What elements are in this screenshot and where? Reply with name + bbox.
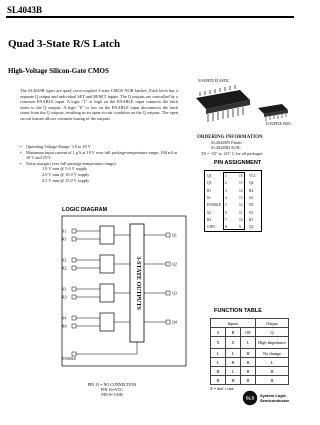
input-pin [72, 266, 76, 270]
col-header: R [226, 328, 241, 337]
sls-logo-icon [242, 390, 258, 406]
pin-number-right: 14 [239, 188, 243, 193]
pin-label-right: VCC [249, 174, 257, 178]
output-pin [166, 320, 170, 324]
pin-number-right: 16 [239, 174, 243, 178]
description-paragraph: The SL4043B types are quad cross-coupled 3-state CMOS NOR latches. Each latch has a separate Q output and individual SET and RESET inputs. The Q outputs are controlled by a common ENABLE input. A logic "1" or high on the ENABLE input connects the latch states to the Q outputs. A logic "0" or low on the ENABLE input disconnects the latch states from the Q outputs, resulting in an open circuit condition on the Q outputs. The open circuit feature allows common busing of the outputs. [20, 88, 178, 121]
pin-label-right: S4 [249, 195, 253, 200]
input-label: S3 [62, 286, 67, 292]
pin-number-left: 8 [225, 225, 227, 230]
logic-diagram-title: LOGIC DIAGRAM [62, 207, 108, 213]
table-cell: L [211, 349, 226, 358]
output-pin [166, 291, 170, 295]
package-images [188, 78, 298, 133]
noise-margin-item: 2.0 V min @ 10.0 V supply [42, 171, 90, 177]
latch-block [100, 226, 114, 244]
noise-margin-item: 1.0 V min @ 5.0 V supply [42, 166, 88, 172]
pin-assignment-title: PIN ASSIGNMENT [214, 160, 262, 166]
table-row [211, 358, 289, 367]
enable-label: ENABLE [62, 357, 77, 361]
feature-item: • Operating Voltage Range: 3.0 to 18 V [20, 144, 180, 150]
dip-label: N SUFFIX PLASTIC [198, 79, 230, 83]
table-cell: L [211, 358, 226, 367]
output-label: Q1 [172, 232, 177, 238]
pin-label-left: R2 [207, 217, 212, 222]
pin-number-right: 9 [239, 225, 241, 230]
pin-number-left: 7 [225, 217, 227, 222]
pin-notes [77, 382, 147, 397]
feature-list [20, 144, 180, 183]
table-cell: L [226, 349, 241, 358]
ordering-line: TA = -55° to 125° C for all packages [201, 150, 263, 156]
pin-label-left: R1 [207, 188, 212, 193]
table-cell: L [226, 367, 241, 376]
part-number: SL4043B [7, 5, 43, 15]
dip-package-image [196, 85, 250, 122]
table-cell: L [241, 337, 256, 349]
table-cell: X [226, 337, 241, 349]
input-label: S2 [62, 257, 67, 263]
pin-number-right: 15 [239, 181, 243, 186]
soic-label: D SUFFIX SOIC [266, 122, 291, 126]
output-pin [166, 233, 170, 237]
noise-margin-item: 2.5 V min @ 15.0 V supply [42, 177, 90, 183]
chip-outline [223, 172, 245, 230]
table-row [211, 376, 289, 385]
company-line: System Logic [260, 393, 287, 398]
pin-number-left: 2 [225, 181, 227, 186]
pin-number-left: 3 [225, 188, 227, 193]
function-table [210, 318, 289, 385]
inputs-header: Inputs [211, 319, 256, 328]
company-name [260, 393, 289, 403]
pin-label-left: Q4 [207, 174, 212, 178]
output-label: Q2 [172, 261, 177, 267]
pin-number-left: 4 [225, 195, 227, 200]
svg-text:SLS: SLS [245, 395, 255, 401]
col-header: Q [256, 328, 289, 337]
table-cell: H [211, 367, 226, 376]
output-label: Q3 [172, 290, 177, 296]
table-cell: H [241, 349, 256, 358]
input-pin [72, 237, 76, 241]
output-header: Output [256, 319, 289, 328]
pin-number-right: 10 [239, 217, 243, 222]
input-pin [72, 258, 76, 262]
table-cell: H [226, 358, 241, 367]
ordering-line: SL4043BN Plastic [211, 140, 243, 145]
header-rule [6, 16, 294, 18]
page-subtitle: High-Voltage Silicon-Gate CMOS [8, 67, 109, 75]
soic-package-image [258, 104, 288, 121]
pin-label-left: S2 [207, 210, 211, 215]
pin-number-right: 11 [239, 210, 243, 215]
input-label: S4 [62, 315, 67, 321]
pin-label-left: GND [207, 225, 215, 230]
output-label: Q4 [172, 319, 177, 325]
pin-number-left: 1 [225, 174, 227, 178]
ordering-line: SL4043BD SOIC [211, 145, 241, 151]
feature-item: • Maximum input current of 1 μA at 18 V over full package-temperature range; 100 nA at 18 V and 25°C [20, 150, 180, 161]
pin-note: PIN 13 = NO CONNECTION [87, 382, 137, 387]
pin-assignment-box [204, 170, 262, 232]
table-cell: L [256, 358, 289, 367]
table-cell: High Impedance [256, 337, 289, 349]
col-header: S [211, 328, 226, 337]
table-cell: X [211, 337, 226, 349]
pin-label-left: Q1 [207, 181, 212, 186]
input-label: R3 [62, 294, 67, 300]
pin-number-right: 12 [239, 203, 243, 208]
pin-label-left: S1 [207, 195, 211, 200]
pin-label-right: S3 [249, 210, 253, 215]
three-state-label: 3-STATE OUTPUTS [135, 256, 141, 310]
input-pin [72, 229, 76, 233]
table-cell: H [241, 376, 256, 385]
pin-note: PIN 8= GND [101, 392, 123, 397]
pin-number-left: 5 [225, 203, 227, 208]
input-pin [72, 295, 76, 299]
pin-label-right: NC [249, 203, 254, 208]
company-line: Semiconductor [260, 398, 290, 403]
ordering-information [197, 135, 291, 156]
enable-pin [72, 352, 76, 356]
latch-block [100, 255, 114, 273]
input-pin [72, 316, 76, 320]
pin-number-right: 13 [239, 195, 243, 200]
input-pin [72, 287, 76, 291]
function-table-title: FUNCTION TABLE [214, 308, 262, 314]
pin-label-right: Q2 [249, 225, 254, 230]
input-pin [72, 324, 76, 328]
page-title: Quad 3-State R/S Latch [8, 38, 121, 50]
ordering-title: ORDERING INFORMATION [197, 135, 263, 140]
input-label: R2 [62, 265, 67, 271]
pin-label-left: ENABLE [207, 203, 222, 208]
table-cell: H [241, 358, 256, 367]
table-cell: H [241, 367, 256, 376]
col-header: OE [241, 328, 256, 337]
table-cell: H [256, 376, 289, 385]
pin-label-right: Q4 [249, 181, 254, 186]
pin-label-right: R4 [249, 188, 254, 193]
table-cell: H [256, 367, 289, 376]
table-cell: H [226, 376, 241, 385]
table-row [211, 337, 289, 349]
logic-diagram [58, 214, 190, 376]
table-cell: H [211, 376, 226, 385]
pin-number-left: 6 [225, 210, 227, 215]
table-note: X = don' t care [210, 386, 234, 391]
table-row [211, 349, 289, 358]
pin-label-right: R3 [249, 217, 254, 222]
table-cell: No change [256, 349, 289, 358]
latch-block [100, 284, 114, 302]
table-row [211, 367, 289, 376]
feature-item: • Noise margin (over full package-temperature range): [20, 161, 180, 167]
output-pin [166, 262, 170, 266]
pin-note: PIN 16=VCC [101, 387, 123, 392]
input-label: S1 [62, 228, 67, 234]
input-label: R4 [62, 323, 67, 329]
input-label: R1 [62, 236, 67, 242]
latch-block [100, 313, 114, 331]
